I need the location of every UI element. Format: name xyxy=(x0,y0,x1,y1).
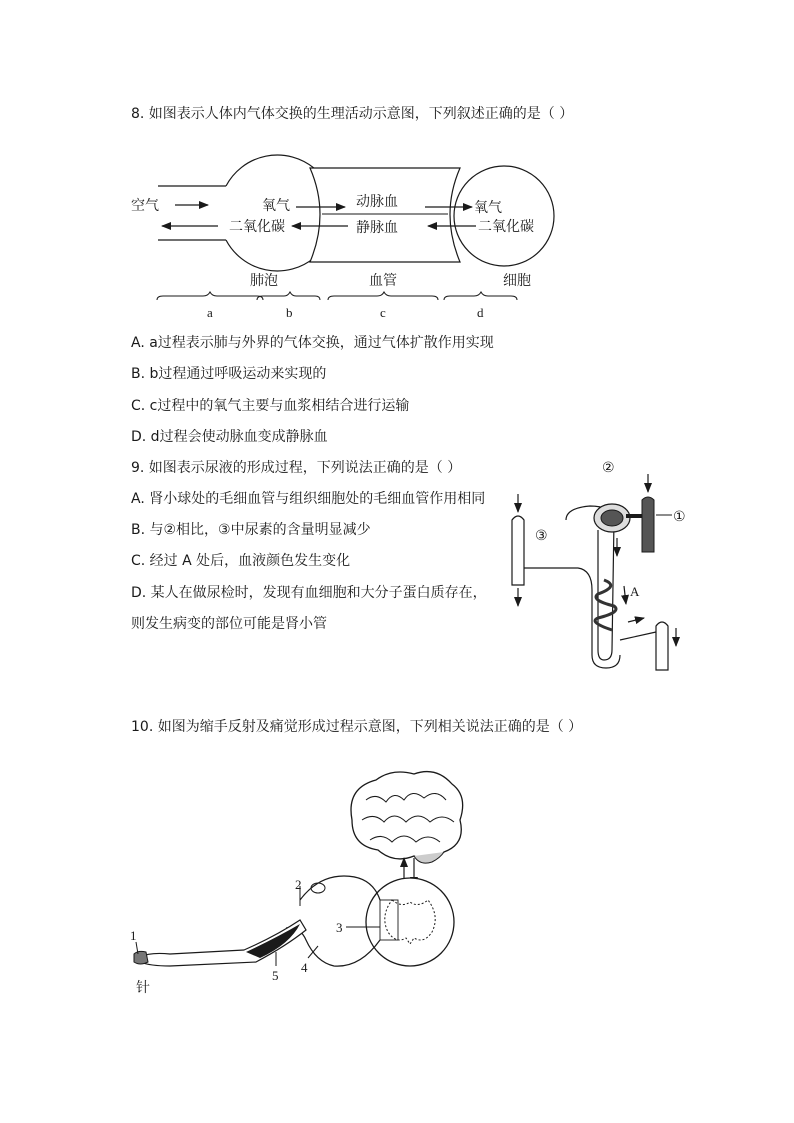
alveolus-label: 肺泡 xyxy=(250,273,278,289)
venous-label: 静脉血 xyxy=(356,220,398,236)
reflex-label-2: 2 xyxy=(295,877,302,892)
needle-label: 针 xyxy=(136,980,150,996)
nephron-label-3: ③ xyxy=(535,528,548,544)
q8-stem: 8. 如图表示人体内气体交换的生理活动示意图，下列叙述正确的是（ ） xyxy=(131,106,574,122)
q8-option-c: C. c过程中的氧气主要与血浆相结合进行运输 xyxy=(131,398,410,414)
co2-right-label: 二氧化碳 xyxy=(478,219,534,235)
reflex-label-5: 5 xyxy=(272,968,279,983)
reflex-label-4: 4 xyxy=(301,960,308,975)
brace-b-label: b xyxy=(286,305,293,320)
q9-option-c: C. 经过 A 处后，血液颜色发生变化 xyxy=(131,553,351,569)
q9-option-d-continued: 则发生病变的部位可能是肾小管 xyxy=(131,616,327,632)
oxygen-left-label: 氧气 xyxy=(262,198,290,214)
reflex-label-3: 3 xyxy=(336,920,343,935)
oxygen-right-label: 氧气 xyxy=(474,200,502,216)
brace-c-label: c xyxy=(380,305,386,320)
ganglion xyxy=(311,883,325,893)
q9-stem: 9. 如图表示尿液的形成过程，下列说法正确的是（ ） xyxy=(131,460,462,476)
co2-left-label: 二氧化碳 xyxy=(229,219,285,235)
brain-outline xyxy=(351,772,463,860)
q9-option-a: A. 肾小球处的毛细血管与组织细胞处的毛细血管作用相同 xyxy=(131,491,486,507)
brace-d-label: d xyxy=(477,305,484,320)
air-label: 空气 xyxy=(131,198,159,214)
q8-option-b: B. b过程通过呼吸运动来实现的 xyxy=(131,366,327,382)
hand xyxy=(134,951,148,964)
q8-option-a: A. a过程表示肺与外界的气体交换，通过气体扩散作用实现 xyxy=(131,335,494,351)
arterial-label: 动脉血 xyxy=(356,194,398,210)
q9-option-b: B. 与②相比，③中尿素的含量明显减少 xyxy=(131,522,371,538)
reflex-label-1: 1 xyxy=(130,928,137,943)
cell-label: 细胞 xyxy=(503,273,531,289)
nephron-label-a: A xyxy=(630,584,640,599)
nephron-label-1: ① xyxy=(673,509,686,525)
q8-option-d: D. d过程会使动脉血变成静脉血 xyxy=(131,429,328,445)
brace-a-label: a xyxy=(207,305,213,320)
q10-stem: 10. 如图为缩手反射及痛觉形成过程示意图，下列相关说法正确的是（ ） xyxy=(131,719,583,735)
q9-option-d: D. 某人在做尿检时，发现有血细胞和大分子蛋白质存在， xyxy=(131,585,487,601)
sensory-nerve xyxy=(300,876,380,900)
vessel-label: 血管 xyxy=(369,273,397,289)
nephron-label-2: ② xyxy=(602,460,615,476)
